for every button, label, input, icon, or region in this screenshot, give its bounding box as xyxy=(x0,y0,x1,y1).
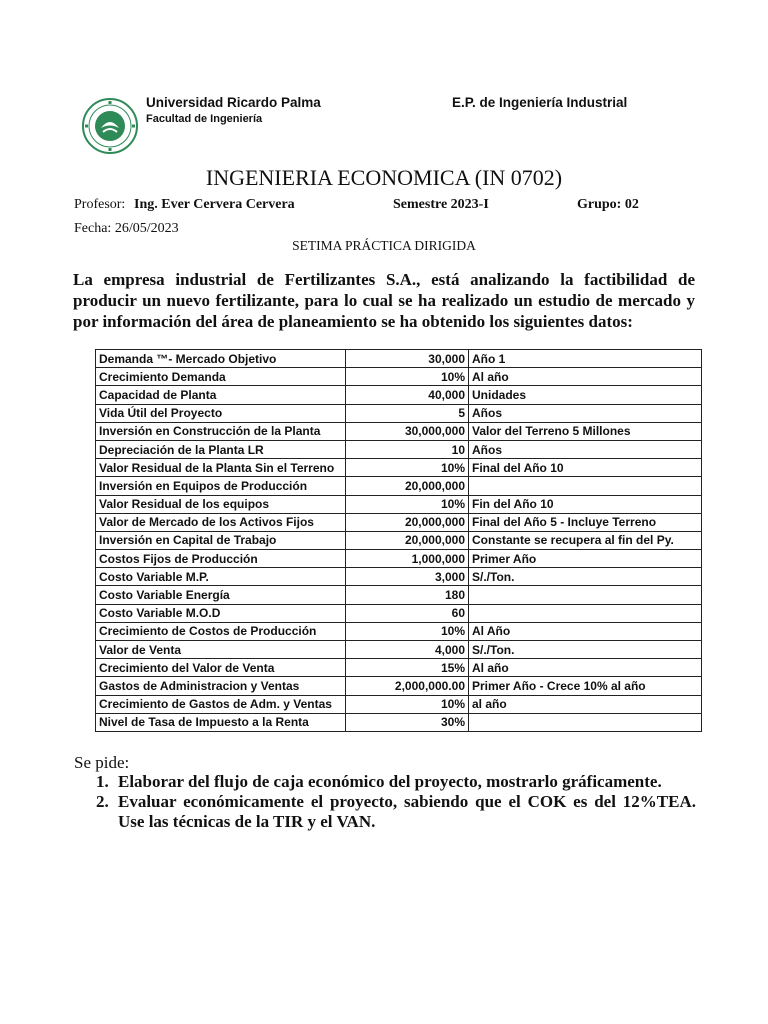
row-concept-cell: Costo Variable M.P. xyxy=(96,568,346,586)
row-note-cell: Años xyxy=(469,404,702,422)
table-row xyxy=(96,404,702,422)
row-value-cell: 2,000,000.00 xyxy=(346,677,469,695)
row-note-cell: Valor del Terreno 5 Millones xyxy=(469,422,702,440)
table-row xyxy=(96,713,702,731)
row-concept-cell: Crecimiento del Valor de Venta xyxy=(96,659,346,677)
row-value-cell: 20,000,000 xyxy=(346,477,469,495)
row-value-cell: 10% xyxy=(346,622,469,640)
university-seal-icon xyxy=(82,98,138,154)
table-row xyxy=(96,513,702,531)
data-table xyxy=(95,349,702,732)
row-note-cell: Al Año xyxy=(469,622,702,640)
row-note-cell: S/./Ton. xyxy=(469,641,702,659)
intro-paragraph: La empresa industrial de Fertilizantes S.A., está analizando la factibilidad de producir un nuevo fertilizante, para lo cual se ha realizado un estudio de mercado y por información del área de planeamiento se ha obtenido los siguientes datos: xyxy=(73,270,695,331)
row-concept-cell: Nivel de Tasa de Impuesto a la Renta xyxy=(96,713,346,731)
task-item xyxy=(96,772,696,792)
table-row xyxy=(96,568,702,586)
school-name: E.P. de Ingeniería Industrial xyxy=(452,95,628,110)
row-concept-cell: Capacidad de Planta xyxy=(96,386,346,404)
row-value-cell: 15% xyxy=(346,659,469,677)
table-row xyxy=(96,350,702,368)
row-value-cell: 20,000,000 xyxy=(346,513,469,531)
row-concept-cell: Crecimiento de Costos de Producción xyxy=(96,622,346,640)
faculty-name: Facultad de Ingeniería xyxy=(146,113,263,125)
row-value-cell: 180 xyxy=(346,586,469,604)
task-item xyxy=(96,792,696,832)
row-note-cell: Final del Año 10 xyxy=(469,459,702,477)
row-value-cell: 5 xyxy=(346,404,469,422)
row-value-cell: 3,000 xyxy=(346,568,469,586)
row-value-cell: 30,000,000 xyxy=(346,422,469,440)
semester: Semestre 2023-I xyxy=(393,197,489,212)
row-concept-cell: Demanda ™- Mercado Objetivo xyxy=(96,350,346,368)
row-concept-cell: Inversión en Equipos de Producción xyxy=(96,477,346,495)
table-row xyxy=(96,604,702,622)
table-row xyxy=(96,659,702,677)
date: Fecha: 26/05/2023 xyxy=(74,221,179,236)
table-row xyxy=(96,641,702,659)
row-concept-cell: Costo Variable Energía xyxy=(96,586,346,604)
row-note-cell: Final del Año 5 - Incluye Terreno xyxy=(469,513,702,531)
row-value-cell: 4,000 xyxy=(346,641,469,659)
row-note-cell: Fin del Año 10 xyxy=(469,495,702,513)
table-row xyxy=(96,622,702,640)
task-list xyxy=(96,772,696,832)
row-value-cell: 30,000 xyxy=(346,350,469,368)
row-concept-cell: Depreciación de la Planta LR xyxy=(96,440,346,458)
table-row xyxy=(96,440,702,458)
row-value-cell: 10% xyxy=(346,495,469,513)
course-title: INGENIERIA ECONOMICA (IN 0702) xyxy=(205,165,563,190)
row-concept-cell: Inversión en Capital de Trabajo xyxy=(96,531,346,549)
table-row xyxy=(96,550,702,568)
row-note-cell: Unidades xyxy=(469,386,702,404)
row-concept-cell: Valor de Mercado de los Activos Fijos xyxy=(96,513,346,531)
row-concept-cell: Costo Variable M.O.D xyxy=(96,604,346,622)
row-value-cell: 10% xyxy=(346,368,469,386)
row-note-cell xyxy=(469,586,702,604)
table-row xyxy=(96,422,702,440)
row-value-cell: 30% xyxy=(346,713,469,731)
data-table-body xyxy=(96,350,702,732)
row-concept-cell: Crecimiento de Gastos de Adm. y Ventas xyxy=(96,695,346,713)
task-number: 1. xyxy=(96,772,109,791)
row-note-cell: S/./Ton. xyxy=(469,568,702,586)
task-number: 2. xyxy=(96,792,109,811)
row-concept-cell: Gastos de Administracion y Ventas xyxy=(96,677,346,695)
row-concept-cell: Valor de Venta xyxy=(96,641,346,659)
row-note-cell: Año 1 xyxy=(469,350,702,368)
row-note-cell: Constante se recupera al fin del Py. xyxy=(469,531,702,549)
row-concept-cell: Crecimiento Demanda xyxy=(96,368,346,386)
table-row xyxy=(96,495,702,513)
professor-label: Profesor: xyxy=(74,197,126,212)
row-note-cell: Primer Año xyxy=(469,550,702,568)
professor-name: Ing. Ever Cervera Cervera xyxy=(134,197,295,212)
table-row xyxy=(96,386,702,404)
row-value-cell: 10% xyxy=(346,459,469,477)
row-value-cell: 20,000,000 xyxy=(346,531,469,549)
row-concept-cell: Costos Fijos de Producción xyxy=(96,550,346,568)
row-value-cell: 1,000,000 xyxy=(346,550,469,568)
ask-title: Se pide: xyxy=(74,753,130,772)
row-note-cell: Años xyxy=(469,440,702,458)
practice-title: SETIMA PRÁCTICA DIRIGIDA xyxy=(292,238,476,253)
row-note-cell xyxy=(469,604,702,622)
row-value-cell: 10% xyxy=(346,695,469,713)
task-text: Evaluar económicamente el proyecto, sabiendo que el COK es del 12%TEA. Use las técnicas de la TIR y el VAN. xyxy=(118,792,696,831)
university-name: Universidad Ricardo Palma xyxy=(146,95,321,110)
table-row xyxy=(96,586,702,604)
row-value-cell: 10 xyxy=(346,440,469,458)
row-note-cell xyxy=(469,477,702,495)
table-row xyxy=(96,368,702,386)
table-row xyxy=(96,459,702,477)
row-note-cell: Al año xyxy=(469,659,702,677)
row-concept-cell: Vida Útil del Proyecto xyxy=(96,404,346,422)
row-concept-cell: Valor Residual de los equipos xyxy=(96,495,346,513)
task-text: Elaborar del flujo de caja económico del proyecto, mostrarlo gráficamente. xyxy=(118,772,662,791)
group: Grupo: 02 xyxy=(577,197,639,212)
row-note-cell xyxy=(469,713,702,731)
table-row xyxy=(96,677,702,695)
row-note-cell: al año xyxy=(469,695,702,713)
row-concept-cell: Inversión en Construcción de la Planta xyxy=(96,422,346,440)
row-note-cell: Primer Año - Crece 10% al año xyxy=(469,677,702,695)
row-value-cell: 60 xyxy=(346,604,469,622)
row-note-cell: Al año xyxy=(469,368,702,386)
table-row xyxy=(96,695,702,713)
row-value-cell: 40,000 xyxy=(346,386,469,404)
table-row xyxy=(96,477,702,495)
row-concept-cell: Valor Residual de la Planta Sin el Terreno xyxy=(96,459,346,477)
table-row xyxy=(96,531,702,549)
